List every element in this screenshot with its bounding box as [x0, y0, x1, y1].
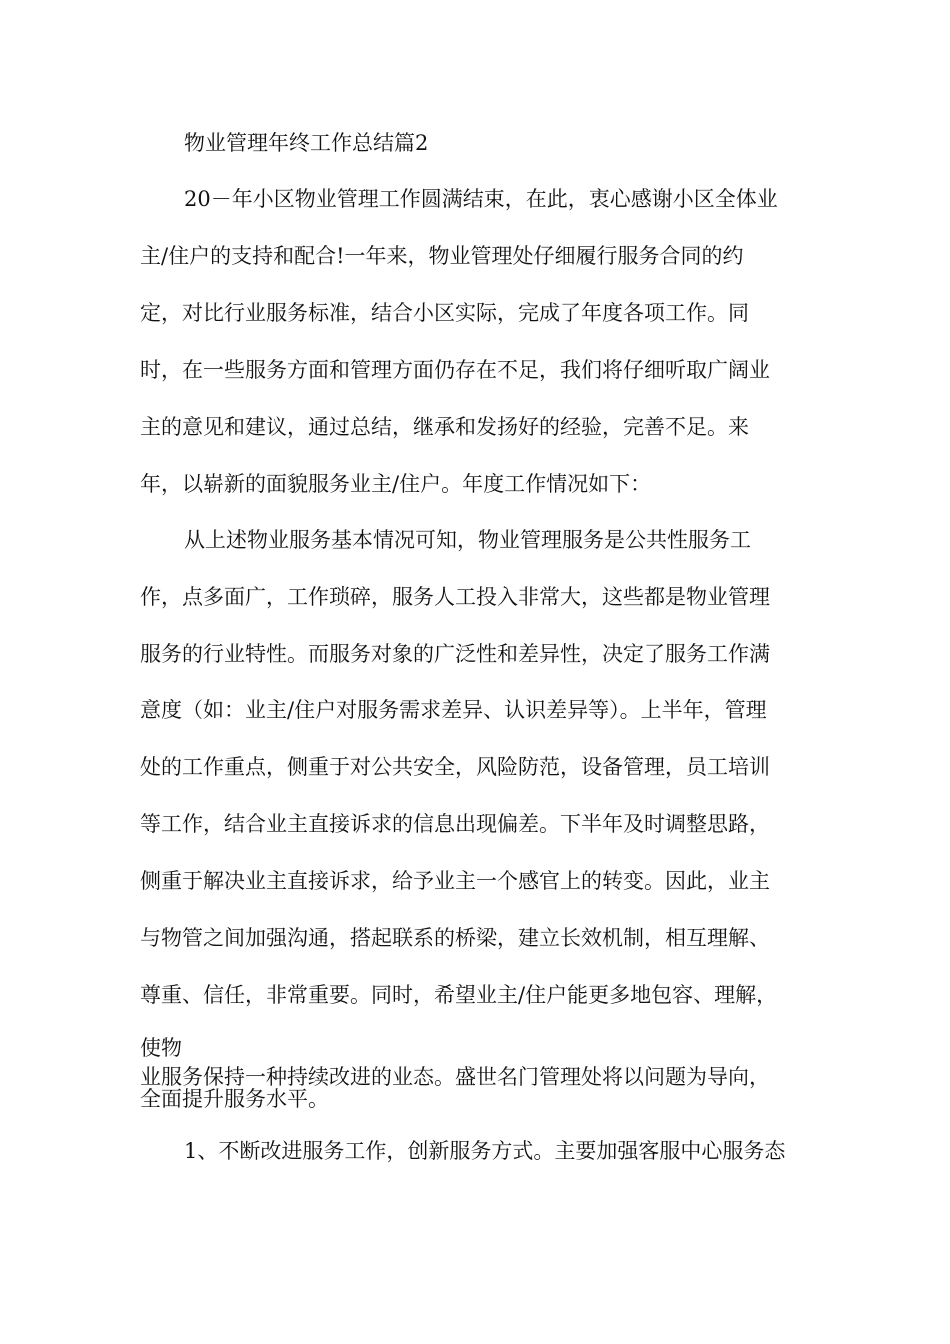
paragraph-2-line-12: 全面提升服务水平。: [140, 1087, 329, 1111]
paragraph-2-line-7: 侧重于解决业主直接诉求，给予业主一个感官上的转变。因此，业主: [140, 869, 770, 893]
paragraph-2-line-4: 意度（如：业主/住户对服务需求差异、认识差异等）。上半年，管理: [140, 698, 767, 722]
paragraph-2-line-6: 等工作，结合业主直接诉求的信息出现偏差。下半年及时调整思路，: [140, 812, 770, 836]
paragraph-2-line-3: 服务的行业特性。而服务对象的广泛性和差异性，决定了服务工作满: [140, 642, 770, 666]
paragraph-1-line-3: 定，对比行业服务标准，结合小区实际，完成了年度各项工作。同: [140, 301, 749, 325]
paragraph-1-line-2: 主/住户的支持和配合!一年来，物业管理处仔细履行服务合同的约: [140, 244, 744, 268]
document-title: 物业管理年终工作总结篇2: [184, 131, 429, 155]
paragraph-1-line-1: 20－年小区物业管理工作圆满结束，在此，衷心感谢小区全体业: [184, 187, 778, 211]
paragraph-1-line-5: 主的意见和建议，通过总结，继承和发扬好的经验，完善不足。来: [140, 415, 749, 439]
paragraph-2-line-5: 处的工作重点，侧重于对公共安全，风险防范，设备管理，员工培训: [140, 755, 770, 779]
paragraph-2-line-2: 作，点多面广，工作琐碎，服务人工投入非常大，这些都是物业管理: [140, 585, 770, 609]
paragraph-1-line-4: 时，在一些服务方面和管理方面仍存在不足，我们将仔细听取广阔业: [140, 358, 770, 382]
paragraph-2-line-1: 从上述物业服务基本情况可知，物业管理服务是公共性服务工: [184, 528, 751, 552]
paragraph-3-line-1: 1、不断改进服务工作，创新服务方式。主要加强客服中心服务态: [184, 1139, 786, 1163]
paragraph-1-line-6: 年，以崭新的面貌服务业主/住户。年度工作情况如下：: [140, 472, 652, 496]
paragraph-2-line-11: 业服务保持一种持续改进的业态。盛世名门管理处将以问题为导向，: [140, 1065, 770, 1089]
paragraph-2-line-9: 尊重、信任，非常重要。同时，希望业主/住户能更多地包容、理解，: [140, 983, 778, 1007]
paragraph-2-line-10: 使物: [140, 1036, 182, 1060]
paragraph-2-line-8: 与物管之间加强沟通，搭起联系的桥梁，建立长效机制，相互理解、: [140, 926, 770, 950]
